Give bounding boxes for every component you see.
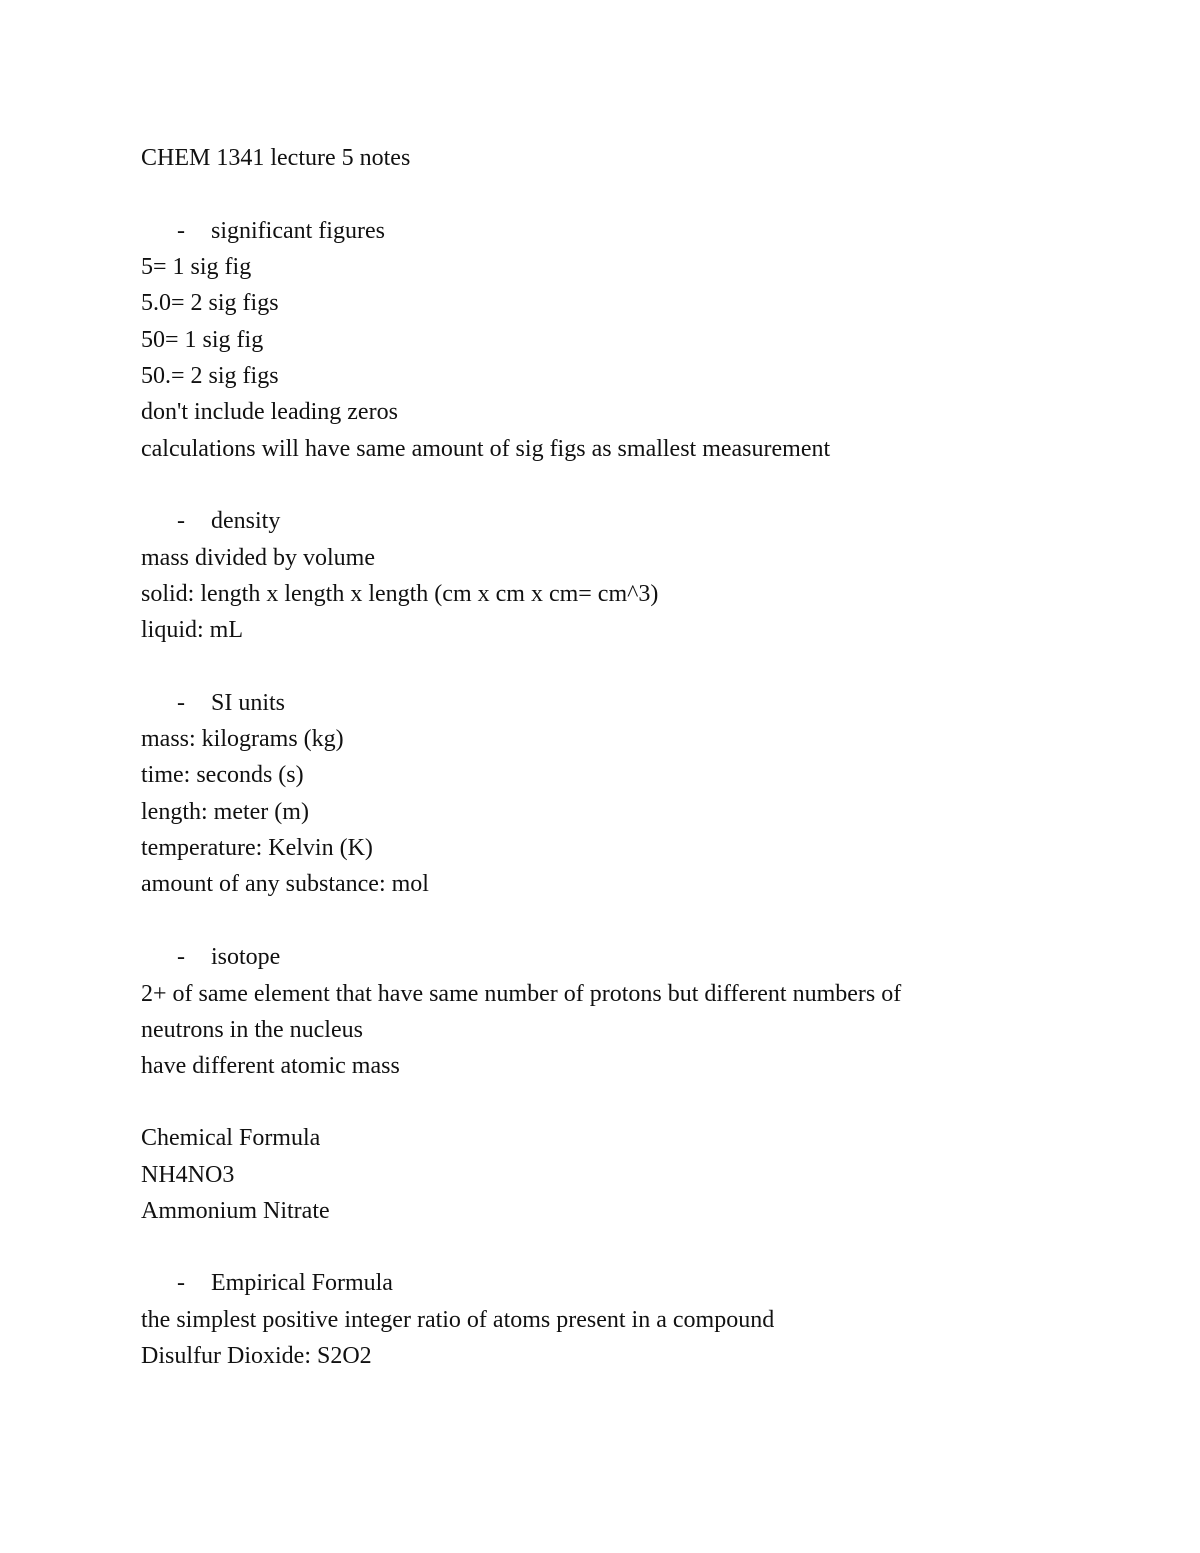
bullet-dash: - — [177, 690, 185, 716]
text-line: 5.0= 2 sig figs — [141, 290, 279, 316]
text-line: length: meter (m) — [141, 799, 309, 825]
text-line: 2+ of same element that have same number of protons but different numbers of — [141, 981, 902, 1007]
text-line: amount of any substance: mol — [141, 871, 429, 897]
heading-text: significant figures — [211, 218, 385, 244]
heading-text: density — [211, 508, 281, 534]
text-line: mass: kilograms (kg) — [141, 726, 344, 752]
text-line: Disulfur Dioxide: S2O2 — [141, 1343, 372, 1369]
bullet-dash: - — [177, 508, 185, 534]
text-line: neutrons in the nucleus — [141, 1017, 363, 1043]
text-line: calculations will have same amount of sig figs as smallest measurement — [141, 436, 831, 462]
text-line: 50= 1 sig fig — [141, 327, 264, 353]
text-line: Chemical Formula — [141, 1125, 321, 1151]
heading-text: isotope — [211, 944, 281, 970]
text-line: don't include leading zeros — [141, 399, 398, 425]
text-line: temperature: Kelvin (K) — [141, 835, 373, 861]
text-line: time: seconds (s) — [141, 762, 304, 788]
bullet-dash: - — [177, 1270, 185, 1296]
bullet-dash: - — [177, 218, 185, 244]
bullet-dash: - — [177, 944, 185, 970]
text-line: 50.= 2 sig figs — [141, 363, 279, 389]
heading-text: SI units — [211, 690, 286, 716]
text-line: 5= 1 sig fig — [141, 254, 252, 280]
document-title: CHEM 1341 lecture 5 notes — [141, 145, 411, 171]
heading-text: Empirical Formula — [211, 1270, 393, 1296]
text-line: mass divided by volume — [141, 545, 375, 571]
text-line: Ammonium Nitrate — [141, 1198, 330, 1224]
text-line: have different atomic mass — [141, 1053, 400, 1079]
text-line: the simplest positive integer ratio of atoms present in a compound — [141, 1307, 775, 1333]
text-line: NH4NO3 — [141, 1162, 235, 1188]
text-line: liquid: mL — [141, 617, 243, 643]
text-line: solid: length x length x length (cm x cm x cm= cm^3) — [141, 581, 659, 607]
